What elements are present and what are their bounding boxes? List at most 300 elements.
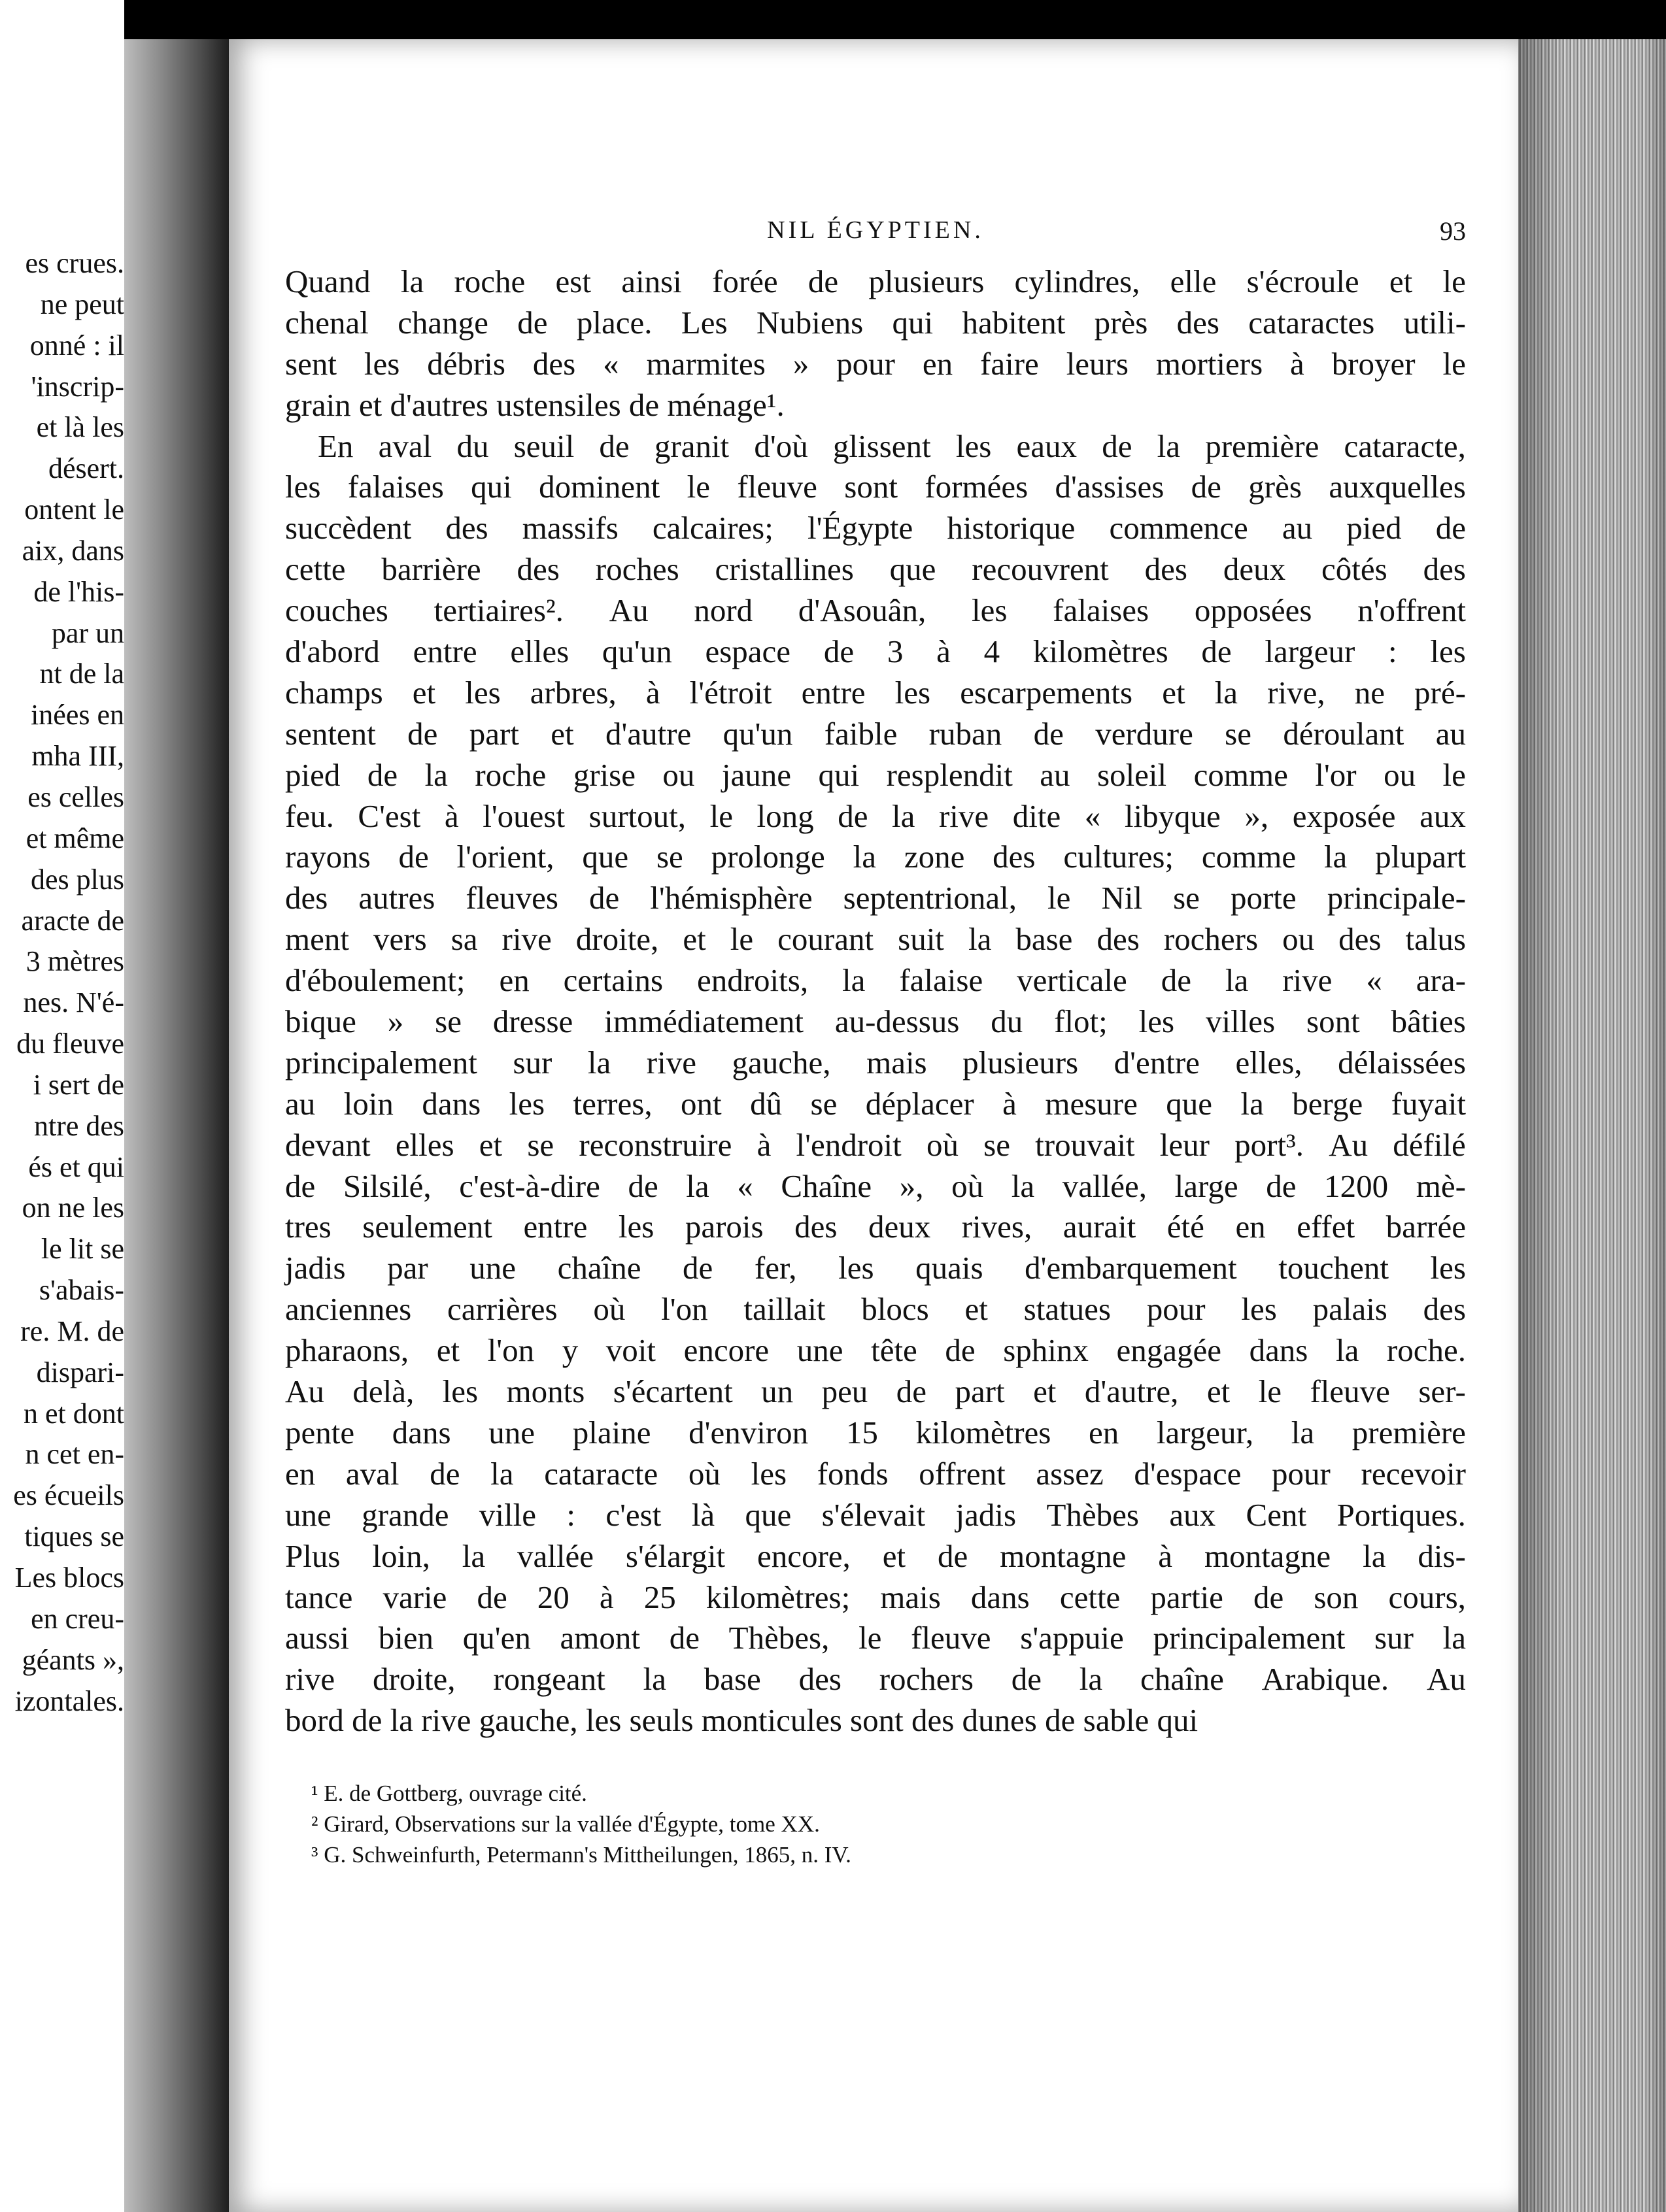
word: fleuve: [737, 469, 817, 505]
left-fragment-line: 3 mètres: [26, 945, 124, 978]
text-line: [285, 919, 1466, 960]
word: que: [745, 1496, 792, 1533]
word: les: [1430, 1250, 1466, 1286]
word: tête: [871, 1332, 917, 1369]
word: l'orient,: [456, 839, 554, 875]
left-fragment-line: ntre des: [33, 1109, 124, 1142]
word: jadis: [955, 1496, 1017, 1533]
word: la: [1323, 839, 1348, 875]
word: varie: [382, 1579, 447, 1615]
word: Quand: [285, 263, 371, 299]
word: la: [1079, 1661, 1103, 1698]
word: entre: [523, 1209, 588, 1245]
text-line: [285, 837, 1466, 878]
word: des: [1176, 304, 1219, 341]
word: dite: [1012, 797, 1061, 834]
word: grise: [573, 756, 636, 793]
word: dans: [392, 1414, 451, 1450]
word: amont: [560, 1620, 640, 1656]
word: prolonge: [711, 839, 825, 875]
word: des: [1423, 551, 1466, 588]
word: et: [964, 1291, 988, 1328]
word: »: [387, 1003, 404, 1040]
word: le: [730, 921, 754, 958]
word: Au: [1329, 1126, 1368, 1163]
word: à: [1002, 1085, 1017, 1122]
word: et: [551, 715, 574, 752]
word: loin,: [372, 1537, 430, 1574]
word: falaises: [347, 469, 444, 505]
left-fragment-line: izontales.: [14, 1684, 124, 1717]
word: 1200: [1324, 1167, 1389, 1204]
word: où: [926, 1126, 959, 1163]
word: des: [445, 510, 488, 546]
word: n'offrent: [1357, 592, 1466, 629]
word: champs: [285, 674, 383, 711]
word: Les: [681, 304, 728, 341]
text-line: [285, 1659, 1466, 1700]
word: flot;: [1054, 1003, 1108, 1040]
word: cataracte: [544, 1455, 658, 1492]
word: Nubiens: [756, 304, 864, 341]
word: la: [490, 1455, 514, 1492]
text-line: [285, 714, 1466, 755]
word: et: [412, 674, 436, 711]
word: berge: [1292, 1085, 1363, 1122]
word: d'autre: [605, 715, 692, 752]
word: mè-: [1416, 1167, 1466, 1204]
word: offrent: [919, 1455, 1006, 1492]
left-fragment-line: aix, dans: [22, 534, 124, 567]
word: Cent: [1246, 1496, 1307, 1533]
word: vallée: [517, 1537, 594, 1574]
word: bien: [378, 1620, 434, 1656]
word: elles,: [1235, 1044, 1302, 1081]
word: d'assises: [1055, 469, 1164, 505]
word: »: [792, 345, 809, 382]
left-fragment-line: mha III,: [31, 740, 124, 773]
word: de: [838, 797, 868, 834]
word: mesure: [1045, 1085, 1138, 1122]
word: touchent: [1278, 1250, 1389, 1286]
word: sur: [1374, 1620, 1414, 1656]
word: le: [858, 1620, 882, 1656]
word: «: [1366, 962, 1382, 999]
word: 25: [643, 1579, 676, 1615]
word: parois: [685, 1209, 764, 1245]
word: les: [1138, 1003, 1175, 1040]
word: sa: [450, 921, 478, 958]
word: porte: [1230, 880, 1297, 916]
word: que: [582, 839, 629, 875]
word: leur: [1159, 1126, 1210, 1163]
word: seuil: [513, 427, 575, 464]
word: plupart: [1375, 839, 1466, 875]
left-fragment-line: le lit se: [41, 1233, 124, 1265]
word: Thèbes,: [728, 1620, 830, 1656]
word: où: [688, 1455, 721, 1492]
word: kilomètres: [915, 1414, 1051, 1450]
word: surtout,: [588, 797, 687, 834]
word: s'écartent: [613, 1373, 733, 1410]
word: d'embarquement: [1025, 1250, 1237, 1286]
word: se: [435, 1003, 462, 1040]
word: Au: [285, 1373, 324, 1410]
word: pied: [1346, 510, 1402, 546]
word: roche: [454, 263, 526, 299]
word: tance: [285, 1579, 353, 1615]
word: mortiers: [1155, 345, 1263, 382]
word: l'endroit: [796, 1126, 902, 1163]
word: »,: [1244, 797, 1269, 834]
word: les: [285, 469, 321, 505]
word: droite,: [372, 1661, 456, 1698]
left-fragment-line: dispari-: [36, 1356, 124, 1388]
word: rochers: [879, 1661, 974, 1698]
word: et: [1033, 1373, 1057, 1410]
word: la: [1011, 1167, 1035, 1204]
word: que: [889, 551, 936, 588]
word: blocs: [861, 1291, 929, 1328]
word: délaissées: [1338, 1044, 1466, 1081]
word: de: [1102, 427, 1132, 464]
word: aval: [378, 427, 432, 464]
word: historique: [947, 510, 1076, 546]
word: largeur: [1265, 633, 1355, 670]
footnote: ² Girard, Observations sur la vallée d'Égypte, tome XX.: [311, 1811, 820, 1837]
word: rive: [1282, 962, 1333, 999]
word: près: [1094, 304, 1148, 341]
word: aval: [345, 1455, 400, 1492]
word: ainsi: [621, 263, 682, 299]
previous-page-edge: [0, 0, 124, 2212]
word: largeur,: [1156, 1414, 1254, 1450]
word: des: [993, 839, 1036, 875]
word: est: [555, 263, 591, 299]
word: ou: [1384, 756, 1416, 793]
word: une: [796, 1332, 843, 1369]
word: pour: [1146, 1291, 1206, 1328]
footnote: ¹ E. de Gottberg, ouvrage cité.: [311, 1781, 587, 1806]
word: de: [398, 839, 429, 875]
word: place.: [576, 304, 653, 341]
word: escarpements: [960, 674, 1133, 711]
word: de: [938, 1537, 968, 1574]
word: formées: [925, 469, 1028, 505]
word: long: [756, 797, 814, 834]
word: les: [955, 427, 992, 464]
word: C'est: [358, 797, 421, 834]
word: terres,: [573, 1085, 653, 1122]
text-line: [285, 1001, 1466, 1043]
word: bâties: [1391, 1003, 1466, 1040]
word: comme: [1193, 756, 1288, 793]
word: feu.: [285, 797, 334, 834]
word: la: [1335, 1332, 1359, 1369]
word: rives,: [961, 1209, 1032, 1245]
word: une: [488, 1414, 536, 1450]
word: base: [1015, 921, 1073, 958]
word: première: [1352, 1414, 1466, 1450]
word: la: [842, 962, 866, 999]
text-line: [285, 1577, 1466, 1618]
word: plusieurs: [868, 263, 985, 299]
left-fragment-line: n cet en-: [25, 1438, 124, 1471]
word: taillait: [743, 1291, 826, 1328]
word: change: [398, 304, 488, 341]
word: la: [1214, 674, 1238, 711]
word: la: [1442, 1620, 1466, 1656]
word: aussi: [285, 1620, 349, 1656]
left-fragment-line: et même: [26, 822, 124, 854]
word: bique: [285, 1003, 356, 1040]
text-line: grain et d'autres ustensiles de ménage¹.: [285, 386, 785, 423]
word: elles: [510, 633, 570, 670]
word: Arabique.: [1261, 1661, 1389, 1698]
running-header: [285, 216, 1466, 255]
word: faire: [980, 345, 1039, 382]
word: plaine: [572, 1414, 651, 1450]
word: rive: [285, 1661, 335, 1698]
word: se: [527, 1126, 554, 1163]
word: Chaîne: [781, 1167, 872, 1204]
word: où: [593, 1291, 626, 1328]
word: verticale: [1017, 962, 1127, 999]
word: elle: [1170, 263, 1217, 299]
word: rayons: [285, 839, 371, 875]
word: à: [1290, 345, 1304, 382]
word: seulement: [362, 1209, 492, 1245]
text-line: [285, 960, 1466, 1001]
word: de: [669, 1620, 700, 1656]
word: roche.: [1386, 1332, 1466, 1369]
word: les: [1430, 633, 1466, 670]
word: grande: [362, 1496, 449, 1533]
word: courant: [777, 921, 874, 958]
word: la: [1240, 1085, 1264, 1122]
word: la: [462, 1537, 486, 1574]
word: droite,: [575, 921, 659, 958]
word: grès: [1248, 469, 1302, 505]
word: devant: [285, 1126, 371, 1163]
word: :: [1388, 633, 1397, 670]
word: l'on: [661, 1291, 708, 1328]
word: rive,: [1267, 674, 1325, 711]
word: En: [318, 427, 354, 464]
word: des: [1144, 551, 1187, 588]
word: les: [465, 674, 501, 711]
word: première: [1205, 427, 1319, 464]
left-fragment-line: on ne les: [22, 1192, 124, 1224]
word: c'est: [605, 1496, 662, 1533]
left-fragment-line: Les blocs: [14, 1562, 124, 1594]
word: sont: [1306, 1003, 1360, 1040]
word: d'abord: [285, 633, 380, 670]
word: cette: [1059, 1579, 1121, 1615]
word: dû: [750, 1085, 783, 1122]
word: leurs: [1066, 345, 1129, 382]
word: pré-: [1414, 674, 1466, 711]
word: à: [936, 633, 951, 670]
word: carrières: [447, 1291, 558, 1328]
word: de: [367, 756, 398, 793]
word: rive: [938, 797, 989, 834]
word: en: [922, 345, 953, 382]
left-fragment-line: tiques se: [24, 1520, 124, 1553]
left-fragment-line: es écueils: [13, 1479, 124, 1512]
word: défilé: [1393, 1126, 1466, 1163]
word: au: [1435, 715, 1466, 752]
word: villes: [1205, 1003, 1276, 1040]
left-fragment-line: ontent le: [24, 494, 124, 526]
word: pharaons,: [285, 1332, 409, 1369]
left-fragment-line: nt de la: [39, 658, 124, 690]
text-line: [285, 549, 1466, 590]
word: les: [971, 592, 1008, 629]
word: les: [618, 1209, 654, 1245]
word: le: [1442, 345, 1466, 382]
word: soleil: [1097, 756, 1167, 793]
word: palais: [1312, 1291, 1387, 1328]
word: d'entre: [1114, 1044, 1200, 1081]
word: un: [761, 1373, 794, 1410]
footnotes: [285, 1778, 1466, 1870]
left-fragment-line: s'abais-: [39, 1274, 124, 1307]
word: de: [683, 1250, 713, 1286]
word: Nil: [1101, 880, 1143, 916]
word: que: [1166, 1085, 1213, 1122]
word: 4: [983, 633, 1000, 670]
word: la: [1157, 427, 1181, 464]
word: débris: [427, 345, 505, 382]
word: cultures;: [1063, 839, 1174, 875]
word: l'ouest: [483, 797, 566, 834]
word: et: [1389, 263, 1413, 299]
word: des: [517, 551, 560, 588]
left-fragment-line: inées en: [31, 699, 124, 731]
word: la: [1363, 1537, 1386, 1574]
word: gauche,: [732, 1044, 831, 1081]
word: le: [1442, 263, 1466, 299]
left-fragment-line: par un: [51, 616, 124, 649]
word: les: [442, 1373, 479, 1410]
text-line: [285, 1413, 1466, 1454]
word: part: [955, 1373, 1005, 1410]
word: forée: [712, 263, 778, 299]
text-line: [285, 1125, 1466, 1166]
word: déplacer: [865, 1085, 974, 1122]
word: qu'un: [722, 715, 793, 752]
word: des: [794, 1209, 838, 1245]
word: falaise: [899, 962, 983, 999]
word: effet: [1297, 1209, 1355, 1245]
word: de: [599, 427, 630, 464]
word: libyque: [1124, 797, 1221, 834]
footnote: ³ G. Schweinfurth, Petermann's Mittheilungen, 1865, n. IV.: [311, 1842, 851, 1868]
word: barrée: [1386, 1209, 1466, 1245]
word: jadis: [285, 1250, 346, 1286]
word: «: [737, 1167, 753, 1204]
word: comme: [1201, 839, 1297, 875]
word: principalement: [285, 1044, 477, 1081]
word: barrière: [381, 551, 481, 588]
word: rive: [502, 921, 552, 958]
word: de: [1033, 715, 1064, 752]
word: massifs: [522, 510, 619, 546]
word: principalement: [1153, 1620, 1346, 1656]
word: de: [1253, 1579, 1284, 1615]
word: mais: [880, 1579, 941, 1615]
word: ruban: [928, 715, 1002, 752]
text-line: [285, 1618, 1466, 1659]
word: la: [686, 1167, 709, 1204]
word: de: [407, 715, 438, 752]
word: loin: [343, 1085, 394, 1122]
text-line: [285, 631, 1466, 673]
word: la: [643, 1661, 666, 1698]
word: cette: [285, 551, 346, 588]
word: tres: [285, 1209, 332, 1245]
left-fragment-line: re. M. de: [20, 1315, 124, 1347]
word: les: [894, 674, 931, 711]
text-line: [285, 261, 1466, 303]
word: broyer: [1331, 345, 1416, 382]
word: base: [704, 1661, 761, 1698]
word: des: [285, 880, 328, 916]
word: arbres,: [530, 674, 617, 711]
text-line: [285, 796, 1466, 837]
word: recouvrent: [972, 551, 1109, 588]
word: montagne: [1000, 1537, 1127, 1574]
word: pied: [285, 756, 341, 793]
word: c'est-à-dire: [459, 1167, 600, 1204]
word: ville: [479, 1496, 536, 1533]
word: opposées: [1194, 592, 1312, 629]
word: les: [364, 345, 400, 382]
word: de: [1191, 469, 1221, 505]
word: l'étroit: [689, 674, 772, 711]
text-line: [285, 1084, 1466, 1125]
word: dans: [1249, 1332, 1308, 1369]
word: s'élargit: [625, 1537, 726, 1574]
text-line: [285, 878, 1466, 919]
word: aux: [1169, 1496, 1216, 1533]
word: l'on: [487, 1332, 535, 1369]
word: se: [1173, 880, 1200, 916]
word: de: [430, 1455, 460, 1492]
word: resplendit: [886, 756, 1013, 793]
word: ment: [285, 921, 349, 958]
running-title: NIL ÉGYPTIEN.: [767, 216, 984, 244]
word: au: [285, 1085, 316, 1122]
word: en: [499, 962, 530, 999]
word: «: [1084, 797, 1101, 834]
word: côtés: [1321, 551, 1387, 588]
word: eaux: [1016, 427, 1077, 464]
word: dans: [970, 1579, 1030, 1615]
word: de: [808, 263, 839, 299]
word: succèdent: [285, 510, 412, 546]
book-gutter: [124, 39, 229, 2212]
word: kilomètres: [1032, 633, 1168, 670]
text-line: [285, 1495, 1466, 1536]
word: certains: [563, 962, 664, 999]
word: à: [756, 1126, 772, 1163]
word: qu'en: [462, 1620, 531, 1656]
text-line: [285, 1043, 1466, 1084]
word: pour: [836, 345, 895, 382]
word: rochers: [1163, 921, 1259, 958]
